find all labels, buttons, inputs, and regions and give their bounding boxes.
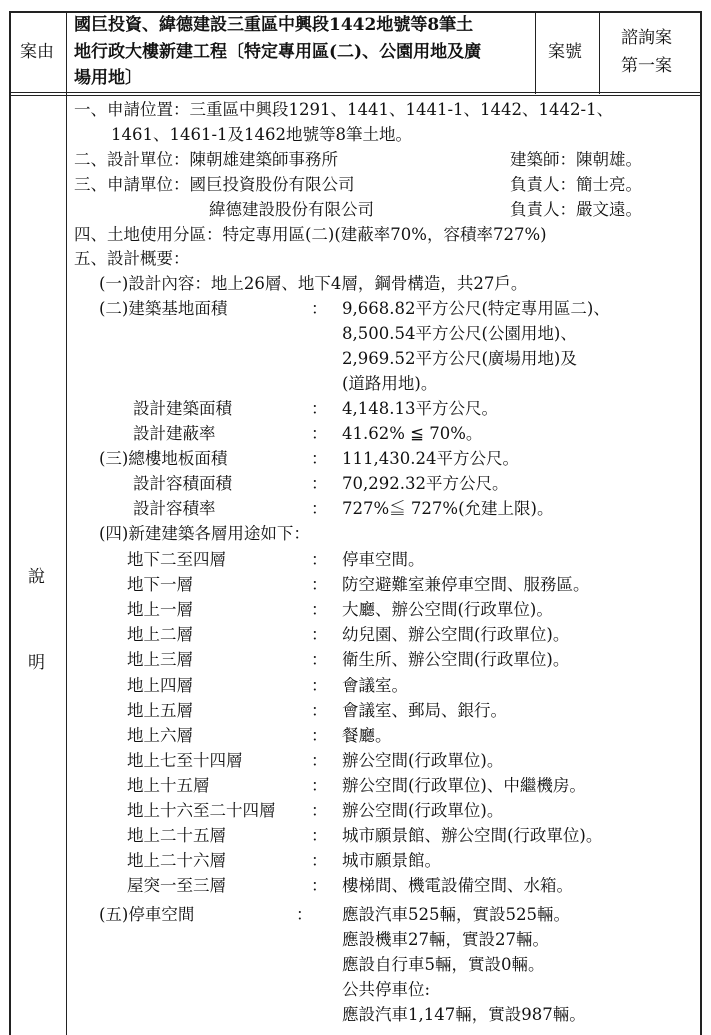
floor-colon: ： bbox=[311, 600, 328, 619]
floor-colon: ： bbox=[311, 650, 328, 669]
floor-use: 幼兒園、辦公空間(行政單位)。 bbox=[342, 625, 570, 644]
site-area-value-1: 9,668.82平方公尺(特定專用區二)、 bbox=[342, 299, 610, 318]
floor-name: 地上二層 bbox=[127, 625, 193, 644]
floor-use: 城市願景館。 bbox=[342, 851, 441, 870]
floor-use: 停車空間。 bbox=[342, 550, 425, 569]
case-number-line-1: 諮詢案 bbox=[621, 28, 672, 48]
section-5: 五、設計概要： bbox=[74, 249, 190, 268]
floor-use: 辦公空間(行政單位)、中繼機房。 bbox=[342, 776, 586, 795]
coverage-colon: ： bbox=[311, 424, 328, 443]
floor-area-value: 111,430.24平方公尺。 bbox=[342, 449, 519, 468]
floor-name: 地下二至四層 bbox=[127, 550, 226, 569]
floor-colon: ： bbox=[311, 751, 328, 770]
floor-use: 大廳、辦公空間(行政單位)。 bbox=[342, 600, 553, 619]
header-bottom-line bbox=[9, 92, 702, 93]
section-4: 四、土地使用分區：特定專用區(二)(建蔽率70%，容積率727%) bbox=[74, 225, 547, 244]
floor-name: 地上二十五層 bbox=[127, 826, 226, 845]
floor-colon: ： bbox=[311, 625, 328, 644]
far-value: 727%≦ 727%(允建上限)。 bbox=[342, 499, 554, 518]
parking-label: (五)停車空間 bbox=[99, 905, 195, 924]
floor-name: 地上十五層 bbox=[127, 776, 210, 795]
parking-line-1: 應設汽車525輛，實設525輛。 bbox=[342, 905, 570, 924]
section-1-line-2: 1461、1461-1及1462地號等8筆土地。 bbox=[111, 125, 413, 144]
floor-use: 辦公空間(行政單位)。 bbox=[342, 751, 504, 770]
floor-colon: ： bbox=[311, 876, 328, 895]
far-area-colon: ： bbox=[311, 474, 328, 493]
floor-use: 衛生所、辦公空間(行政單位)。 bbox=[342, 650, 570, 669]
case-label: 案由 bbox=[20, 42, 54, 62]
section-2-right: 建築師：陳朝雄。 bbox=[510, 150, 642, 169]
building-area-colon: ： bbox=[311, 399, 328, 418]
far-label: 設計容積率 bbox=[133, 499, 216, 518]
floor-colon: ： bbox=[311, 851, 328, 870]
floor-colon: ： bbox=[311, 726, 328, 745]
section-2: 二、設計單位：陳朝雄建築師事務所 bbox=[74, 150, 338, 169]
floor-area-colon: ： bbox=[311, 449, 328, 468]
floor-name: 地上一層 bbox=[127, 600, 193, 619]
parking-line-2: 應設機車27輛，實設27輛。 bbox=[342, 930, 549, 949]
floor-colon: ： bbox=[311, 701, 328, 720]
floor-name: 地上六層 bbox=[127, 726, 193, 745]
header-divider-1 bbox=[66, 11, 67, 1035]
floor-name: 地上四層 bbox=[127, 676, 193, 695]
floor-use: 會議室、郵局、銀行。 bbox=[342, 701, 507, 720]
site-area-colon: ： bbox=[311, 299, 328, 318]
floor-colon: ： bbox=[311, 575, 328, 594]
far-area-label: 設計容積面積 bbox=[133, 474, 232, 493]
coverage-label: 設計建蔽率 bbox=[133, 424, 216, 443]
site-area-value-3: 2,969.52平方公尺(廣場用地)及 bbox=[342, 349, 577, 368]
side-label-1: 說 bbox=[28, 567, 45, 587]
parking-line-4: 公共停車位: bbox=[342, 980, 431, 999]
case-number-label: 案號 bbox=[548, 42, 582, 62]
floor-colon: ： bbox=[311, 776, 328, 795]
section-3-second-right: 負責人：嚴文遠。 bbox=[510, 200, 642, 219]
floor-name: 屋突一至三層 bbox=[127, 876, 226, 895]
floor-use-heading: (四)新建建築各層用途如下： bbox=[99, 524, 310, 543]
floor-colon: ： bbox=[311, 550, 328, 569]
floor-use: 會議室。 bbox=[342, 676, 408, 695]
case-subject-line-2: 地行政大樓新建工程〔特定專用區(二)、公園用地及廣 bbox=[74, 42, 482, 62]
table-border-left bbox=[9, 11, 11, 1035]
floor-name: 地上五層 bbox=[127, 701, 193, 720]
design-item-1: (一)設計內容：地上26層、地下4層，鋼骨構造，共27戶。 bbox=[99, 274, 528, 293]
parking-colon: ： bbox=[296, 905, 313, 924]
building-area-value: 4,148.13平方公尺。 bbox=[342, 399, 498, 418]
section-3: 三、申請單位：國巨投資股份有限公司 bbox=[74, 175, 355, 194]
floor-name: 地上二十六層 bbox=[127, 851, 226, 870]
header-divider-3 bbox=[599, 11, 600, 94]
floor-name: 地上十六至二十四層 bbox=[127, 801, 276, 820]
case-subject-line-3: 場用地〕 bbox=[74, 68, 142, 88]
parking-line-3: 應設自行車5輛，實設0輛。 bbox=[342, 955, 545, 974]
far-area-value: 70,292.32平方公尺。 bbox=[342, 474, 509, 493]
floor-name: 地下一層 bbox=[127, 575, 193, 594]
case-subject-line-1: 國巨投資、緯德建設三重區中興段1442地號等8筆土 bbox=[74, 15, 474, 35]
building-area-label: 設計建築面積 bbox=[133, 399, 232, 418]
floor-colon: ： bbox=[311, 801, 328, 820]
parking-line-5: 應設汽車1,147輛，實設987輛。 bbox=[342, 1005, 586, 1024]
floor-use: 餐廳。 bbox=[342, 726, 392, 745]
section-1-line-1: 一、申請位置：三重區中興段1291、1441、1441-1、1442、1442-1、 bbox=[74, 100, 614, 119]
floor-use: 城市願景館、辦公空間(行政單位)。 bbox=[342, 826, 603, 845]
site-area-value-4: (道路用地)。 bbox=[342, 374, 438, 393]
floor-name: 地上三層 bbox=[127, 650, 193, 669]
side-label-2: 明 bbox=[28, 653, 45, 673]
header-bottom-line-2 bbox=[9, 95, 702, 96]
floor-name: 地上七至十四層 bbox=[127, 751, 243, 770]
floor-colon: ： bbox=[311, 826, 328, 845]
floor-use: 樓梯間、機電設備空間、水箱。 bbox=[342, 876, 573, 895]
floor-use: 辦公空間(行政單位)。 bbox=[342, 801, 504, 820]
floor-use: 防空避難室兼停車空間、服務區。 bbox=[342, 575, 590, 594]
site-area-value-2: 8,500.54平方公尺(公園用地)、 bbox=[342, 324, 577, 343]
header-divider-2 bbox=[535, 11, 536, 94]
section-3-second: 緯德建設股份有限公司 bbox=[209, 200, 374, 219]
section-3-right: 負責人：簡士亮。 bbox=[510, 175, 642, 194]
table-border-right bbox=[700, 11, 702, 1035]
floor-colon: ： bbox=[311, 676, 328, 695]
far-colon: ： bbox=[311, 499, 328, 518]
coverage-value: 41.62% ≦ 70%。 bbox=[342, 424, 483, 443]
floor-area-label: (三)總樓地板面積 bbox=[99, 449, 228, 468]
site-area-label: (二)建築基地面積 bbox=[99, 299, 228, 318]
case-number-line-2: 第一案 bbox=[621, 56, 672, 76]
